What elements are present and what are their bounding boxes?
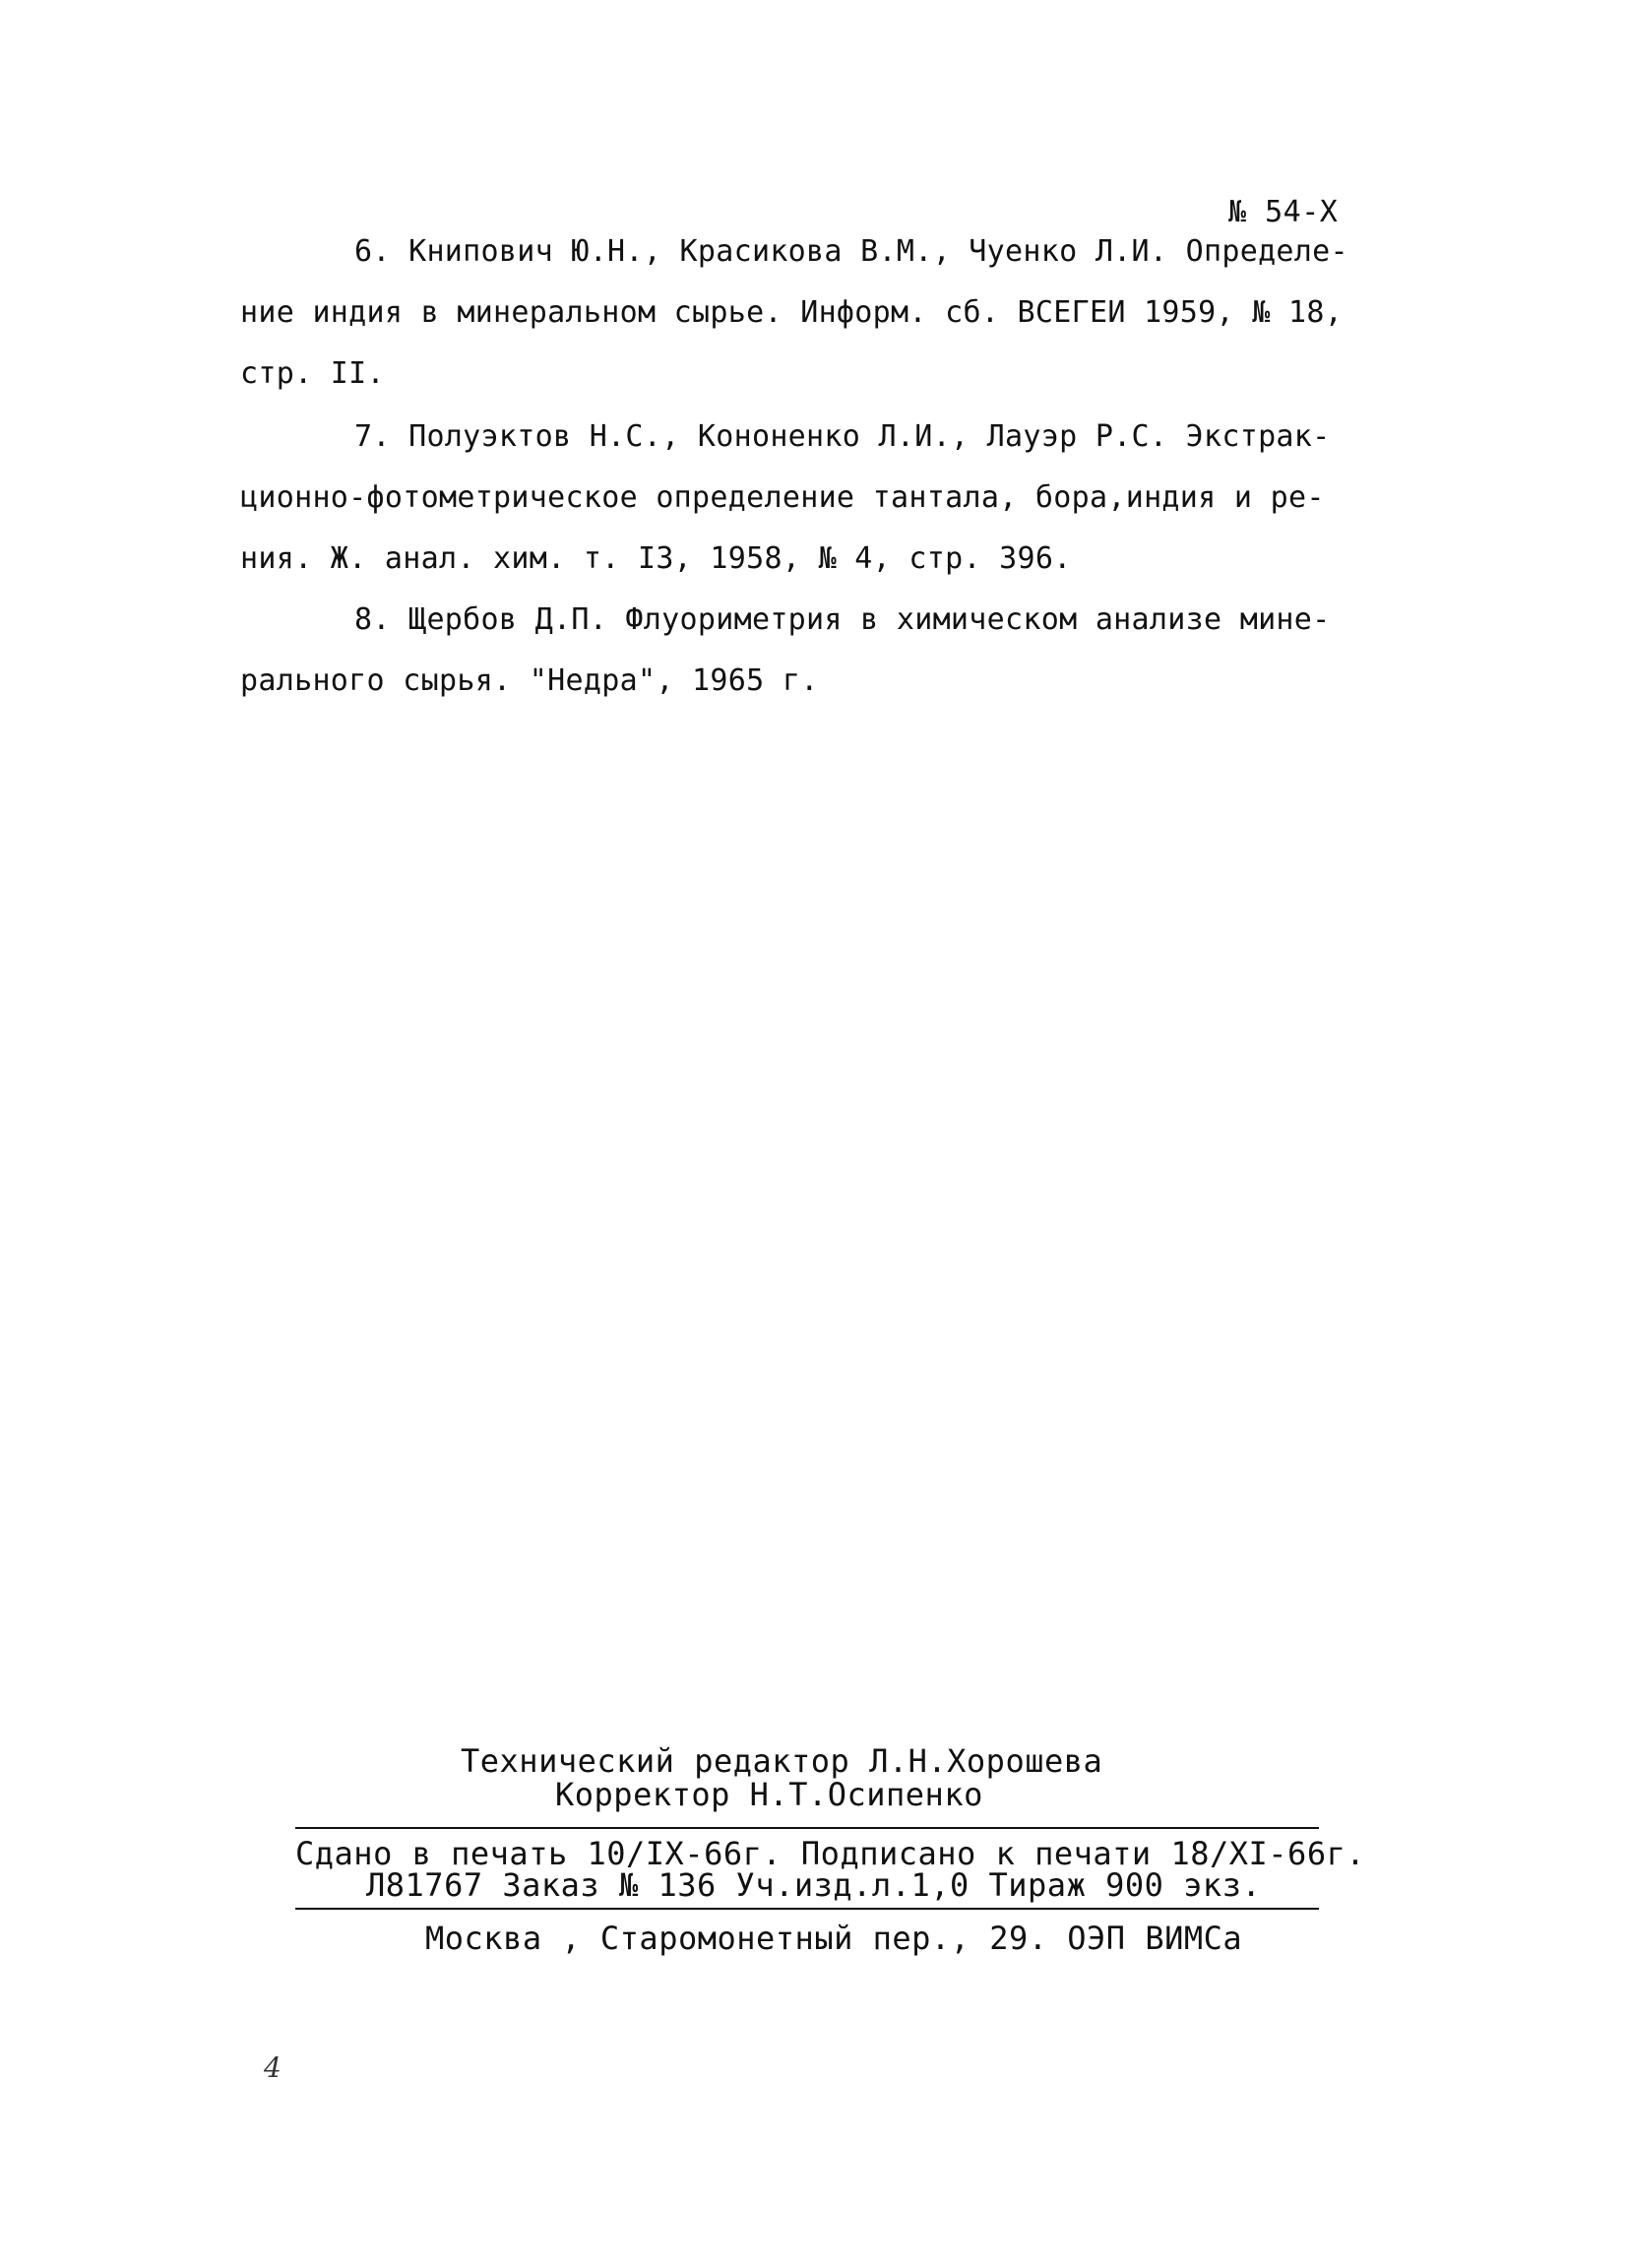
page-number: 4 <box>264 2051 282 2084</box>
reference-8-line-1: 8. Щербов Д.П. Флуориметрия в химическом анализе мине- <box>354 602 1331 637</box>
document-number: № 54-Х <box>1228 195 1339 229</box>
reference-7-line-2: ционно-фотометрическое определение тантала, бора,индия и ре- <box>240 480 1325 515</box>
reference-7-line-3: ния. Ж. анал. хим. т. I3, 1958, № 4, стр. 396. <box>240 541 1072 576</box>
publisher-address: Москва , Старомонетный пер., 29. ОЭП ВИМСа <box>425 1920 1243 1957</box>
corrector: Корректор Н.Т.Осипенко <box>555 1776 983 1813</box>
reference-8-line-2: рального сырья. "Недра", 1965 г. <box>240 663 819 698</box>
reference-6-line-3: стр. II. <box>240 356 385 391</box>
reference-6-line-1: 6. Книпович Ю.Н., Красикова В.М., Чуенко Л.И. Определе- <box>354 234 1348 269</box>
reference-7-line-1: 7. Полуэктов Н.С., Кононенко Л.И., Лауэр Р.С. Экстрак- <box>354 419 1331 454</box>
imprint-top-rule <box>295 1827 1319 1829</box>
reference-6-line-2: ние индия в минеральном сырье. Информ. сб. ВСЕГЕИ 1959, № 18, <box>240 295 1344 330</box>
technical-editor: Технический редактор Л.Н.Хорошева <box>461 1742 1103 1780</box>
print-info-line-2: Л81767 Заказ № 136 Уч.изд.л.1,0 Тираж 900 экз. <box>366 1866 1262 1904</box>
print-info-line-1: Сдано в печать 10/IX-66г. Подписано к печати 18/XI-66г. <box>295 1835 1366 1872</box>
imprint-middle-rule <box>295 1908 1319 1910</box>
